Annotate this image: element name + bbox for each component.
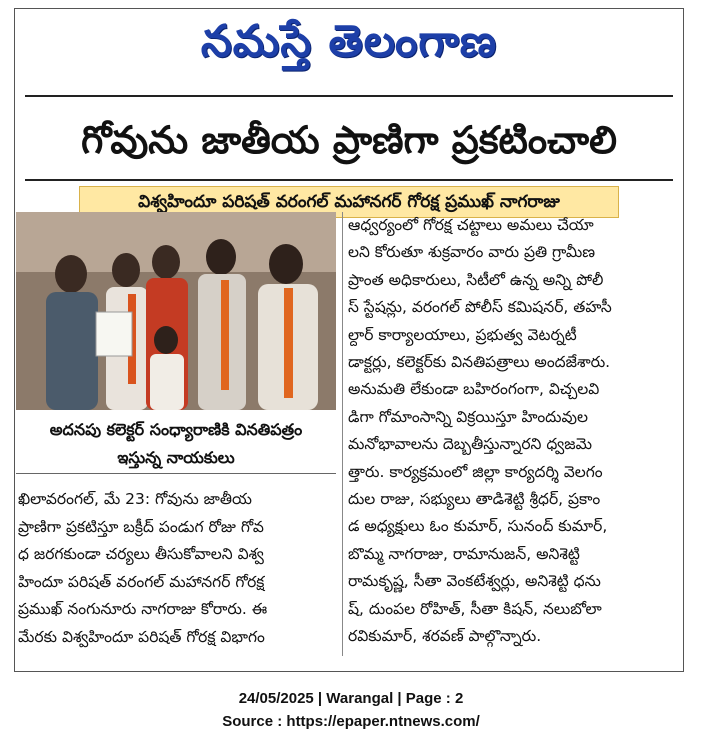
body-line: లని కోరుతూ శుక్రవారం వారు ప్రతి గ్రామీణ <box>348 243 596 262</box>
body-line: డాక్టర్లు, కలెక్టర్‌కు వినతిపత్రాలు అందజేశారు. <box>348 353 611 372</box>
body-line: ల్దార్ కార్యాలయాలు, ప్రభుత్వ వెటర్నటీ <box>348 325 577 344</box>
body-line: మనోభావాలను దెబ్బతీస్తున్నారని ధ్వజమె <box>348 435 592 454</box>
body-line: డిగా గోమాంసాన్ని విక్రయిస్తూ హిందువుల <box>348 407 588 426</box>
column-divider <box>342 212 343 656</box>
article-subheadline: విశ్వహిందూ పరిషత్ వరంగల్ మహానగర్ గోరక్ష ప్రముఖ్ నాగరాజు <box>79 186 619 218</box>
article-body-right-column <box>348 212 666 651</box>
footer-source: Source : https://epaper.ntnews.com/ <box>222 713 480 730</box>
body-line: ధ జరగకుండా చర్యలు తీసుకోవాలని విశ్వ <box>18 545 264 564</box>
body-line: దుల రాజు, సభ్యులు తాడిశెట్టి శ్రీధర్, ప్రకాం <box>348 490 601 509</box>
body-line: డ అధ్యక్షులు ఓం కుమార్, సునంద్ కుమార్, <box>348 517 608 536</box>
body-line: ఆధ్వర్యంలో గోరక్ష చట్టాలు అమలు చేయా <box>348 216 594 234</box>
body-line: అనుమతి లేకుండా బహిరంగంగా, విచ్చలవి <box>348 380 600 399</box>
body-line: బొమ్మ నాగరాజు, రామానుజన్, అనిశెట్టి <box>348 544 580 563</box>
body-line: ప్రాంత అధికారులు, సిటీలో ఉన్న అన్ని పోలీ <box>348 270 604 289</box>
body-line: రామకృష్ణ, సీతా వెంకటేశ్వర్లు, అనిశెట్టి ధను <box>348 572 601 591</box>
body-line: హిందూ పరిషత్ వరంగల్ మహానగర్ గోరక్ష <box>18 572 265 591</box>
footer-date-edition: 24/05/2025 | Warangal | Page : 2 <box>238 690 464 707</box>
body-line: ప్రాణిగా ప్రకటిస్తూ బక్రీద్ పండుగ రోజు గోవ <box>18 517 264 536</box>
divider <box>25 179 673 181</box>
body-line: రవికుమార్, శరవణ్ పాల్గొన్నారు. <box>348 627 542 646</box>
body-line: త్తారు. కార్యక్రమంలో జిల్లా కార్యదర్శి వెలగం <box>348 462 603 481</box>
caption-line: ఇస్తున్న నాయకులు <box>117 448 235 467</box>
article-headline: గోవును జాతీయ ప్రాణిగా ప్రకటించాలి <box>81 118 617 162</box>
news-photo <box>16 212 336 410</box>
body-line: ఖిలావరంగల్, మే 23: గోవును జాతీయ <box>18 490 252 508</box>
news-photo-illustration <box>16 212 336 410</box>
body-line: ష్, దుంపల రోహిత్, సీతా కిషన్, నలుబోలా <box>348 599 602 618</box>
photo-caption <box>16 416 336 474</box>
divider <box>25 95 673 97</box>
body-line: స్ స్టేషన్లు, వరంగల్ పోలీస్ కమిషనర్, తహసీ <box>348 298 612 317</box>
caption-line: అదనపు కలెక్టర్ సంధ్యారాణికి వినతిపత్రం <box>49 420 303 439</box>
body-line: మేరకు విశ్వహిందూ పరిషత్ గోరక్ష విభాగం <box>18 627 265 646</box>
body-line: ప్రముఖ్ నంగునూరు నాగరాజు కోరారు. ఈ <box>18 600 268 619</box>
article-body-left-column <box>18 486 336 652</box>
newspaper-masthead: నమస్తే తెలంగాణ <box>200 16 498 67</box>
